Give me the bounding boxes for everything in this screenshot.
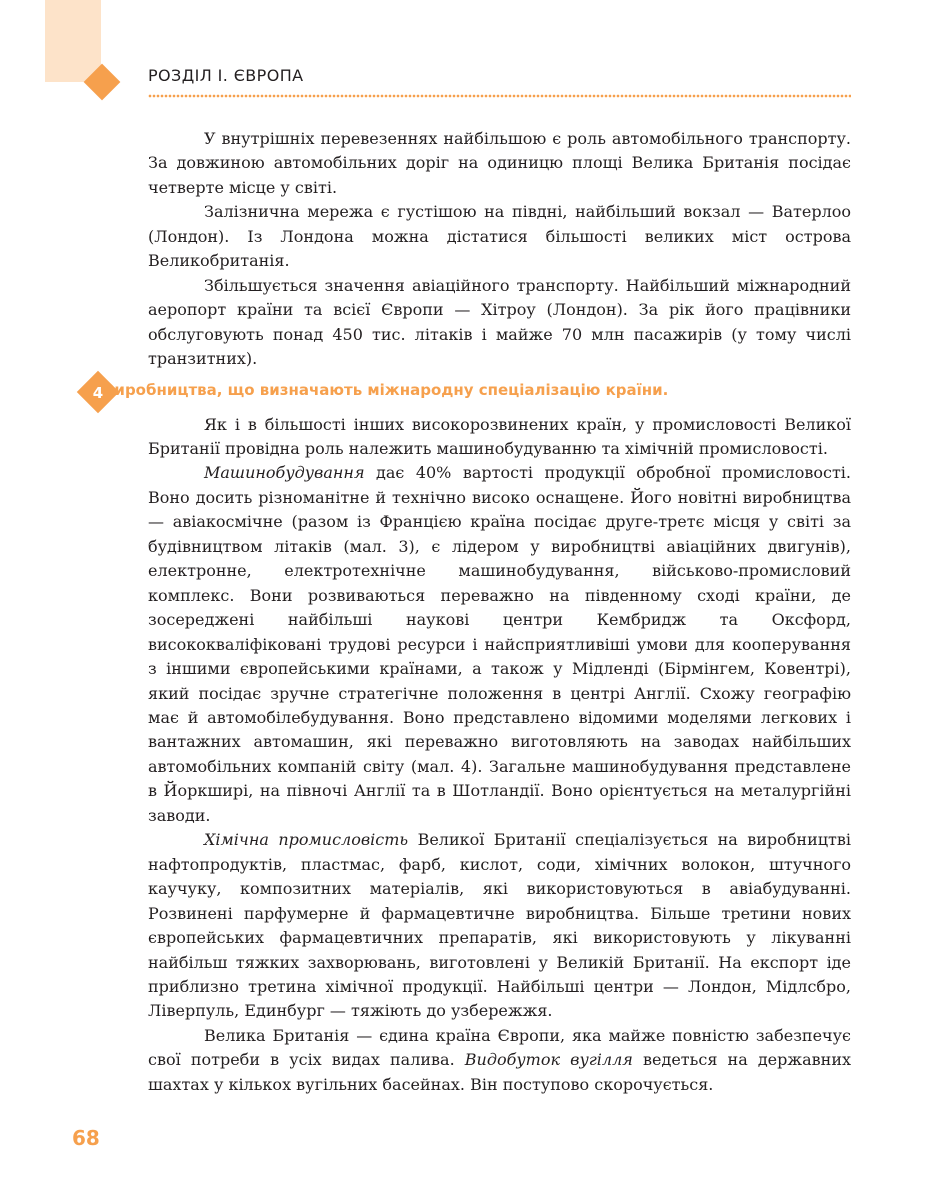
term-chemical-industry: Хімічна промисловість (204, 830, 409, 850)
paragraph-machine-building (148, 461, 851, 828)
machine-building-text: дає 40% вартості продукції обробної промисловості. Воно досить різноманітне й технічно високо оснащене. Його новітні виробництва — авіакосмічне (разом із Францією країна посідає друге-третє місця у світі за будівництвом літаків (мал. 3), є лідером у виробництві авіаційних двигунів), електронне, електротехнічне машинобудування, військово-промисловий комплекс. Вони розвиваються переважно на південному сході країни, де зосереджені найбільші наукові центри Кембридж та Оксфорд, висококваліфіковані трудові ресурси і найсприятливіші умови для кооперування з іншими європейськими країнами, а також у Мідленді (Бірмінгем, Ковентрі), який посідає зручне стратегічне положення в центрі Англії. Схожу географію має й автомобілебудування. Воно представлено відомими моделями легкових і вантажних автомашин, які переважно виготовляють на заводах найбільших автомобільних компаній світу (мал. 4). Загальне машинобудування представлене в Йоркширі, на півночі Англії та в Шотландії. Воно орієнтується на металургійні заводи. (148, 463, 851, 825)
section-title: Виробництва, що визначають міжнародну спеціалізацію країни. (103, 380, 669, 399)
section-heading (92, 380, 851, 413)
page-number: 68 (72, 1126, 100, 1150)
fuel-text-end: ведеться на державних шахтах у кількох вугільних басейнах. Він поступово скорочується. (148, 1050, 852, 1094)
fuel-text-start: Велика Британія — єдина країна Європи, яка майже повністю забезпечує свої потреби в усіх видах палива. (148, 1025, 851, 1070)
term-machine-building: Машинобудування (204, 463, 365, 483)
paragraph-industry-intro: Як і в більшості інших високорозвинених країн, у промисловості Великої Британії провідна роль належить машинобудуванню та хімічній промисловості. (148, 414, 851, 458)
chapter-title: РОЗДІЛ І. ЄВРОПА (148, 66, 304, 85)
dotted-divider (148, 94, 851, 98)
paragraph-road-transport: У внутрішніх перевезеннях найбільшою є роль автомобільного транспорту. За довжиною автомобільних доріг на одиницю площі Велика Британія посідає четверте місце у світі. (148, 129, 851, 197)
page-body (92, 127, 852, 1097)
paragraph-railway: Залізнична мережа є густішою на півдні, найбільший вокзал — Ватерлоо (Лондон). Із Лондона можна дістатися більшості великих міст острова Великобританія. (148, 202, 851, 271)
paragraph-chemical-industry (148, 828, 851, 1024)
header-diamond-icon (84, 64, 120, 100)
term-coal-mining: Видобуток вугілля (464, 1050, 633, 1070)
section-number: 4 (92, 383, 104, 402)
chemical-industry-text: Великої Британії спеціалізується на виробництві нафтопродуктів, пластмас, фарб, кислот, соди, хімічних волокон, штучного каучуку, композитних матеріалів, які використовуються в авіабудуванні. Розвинені парфумерне й фармацевтичне виробництва. Більше третини нових європейських фармацевтичних препаратів, які використовують у лікуванні найбільш тяжких захворювань, виготовлені у Великій Британії. На експорт іде приблизно третина хімічної продукції. Найбільші центри — Лондон, Мідлсбро, Ліверпуль, Единбург — тяжіють до узбережжя. (148, 830, 852, 1021)
paragraph-fuel (148, 1024, 851, 1097)
paragraph-aviation: Збільшується значення авіаційного транспорту. Найбільший міжнародний аеропорт країни та всієї Європи — Хітроу (Лондон). За рік його працівники обслуговують понад 450 тис. літаків і майже 70 млн пасажирів (у тому числі транзитних). (148, 275, 851, 369)
